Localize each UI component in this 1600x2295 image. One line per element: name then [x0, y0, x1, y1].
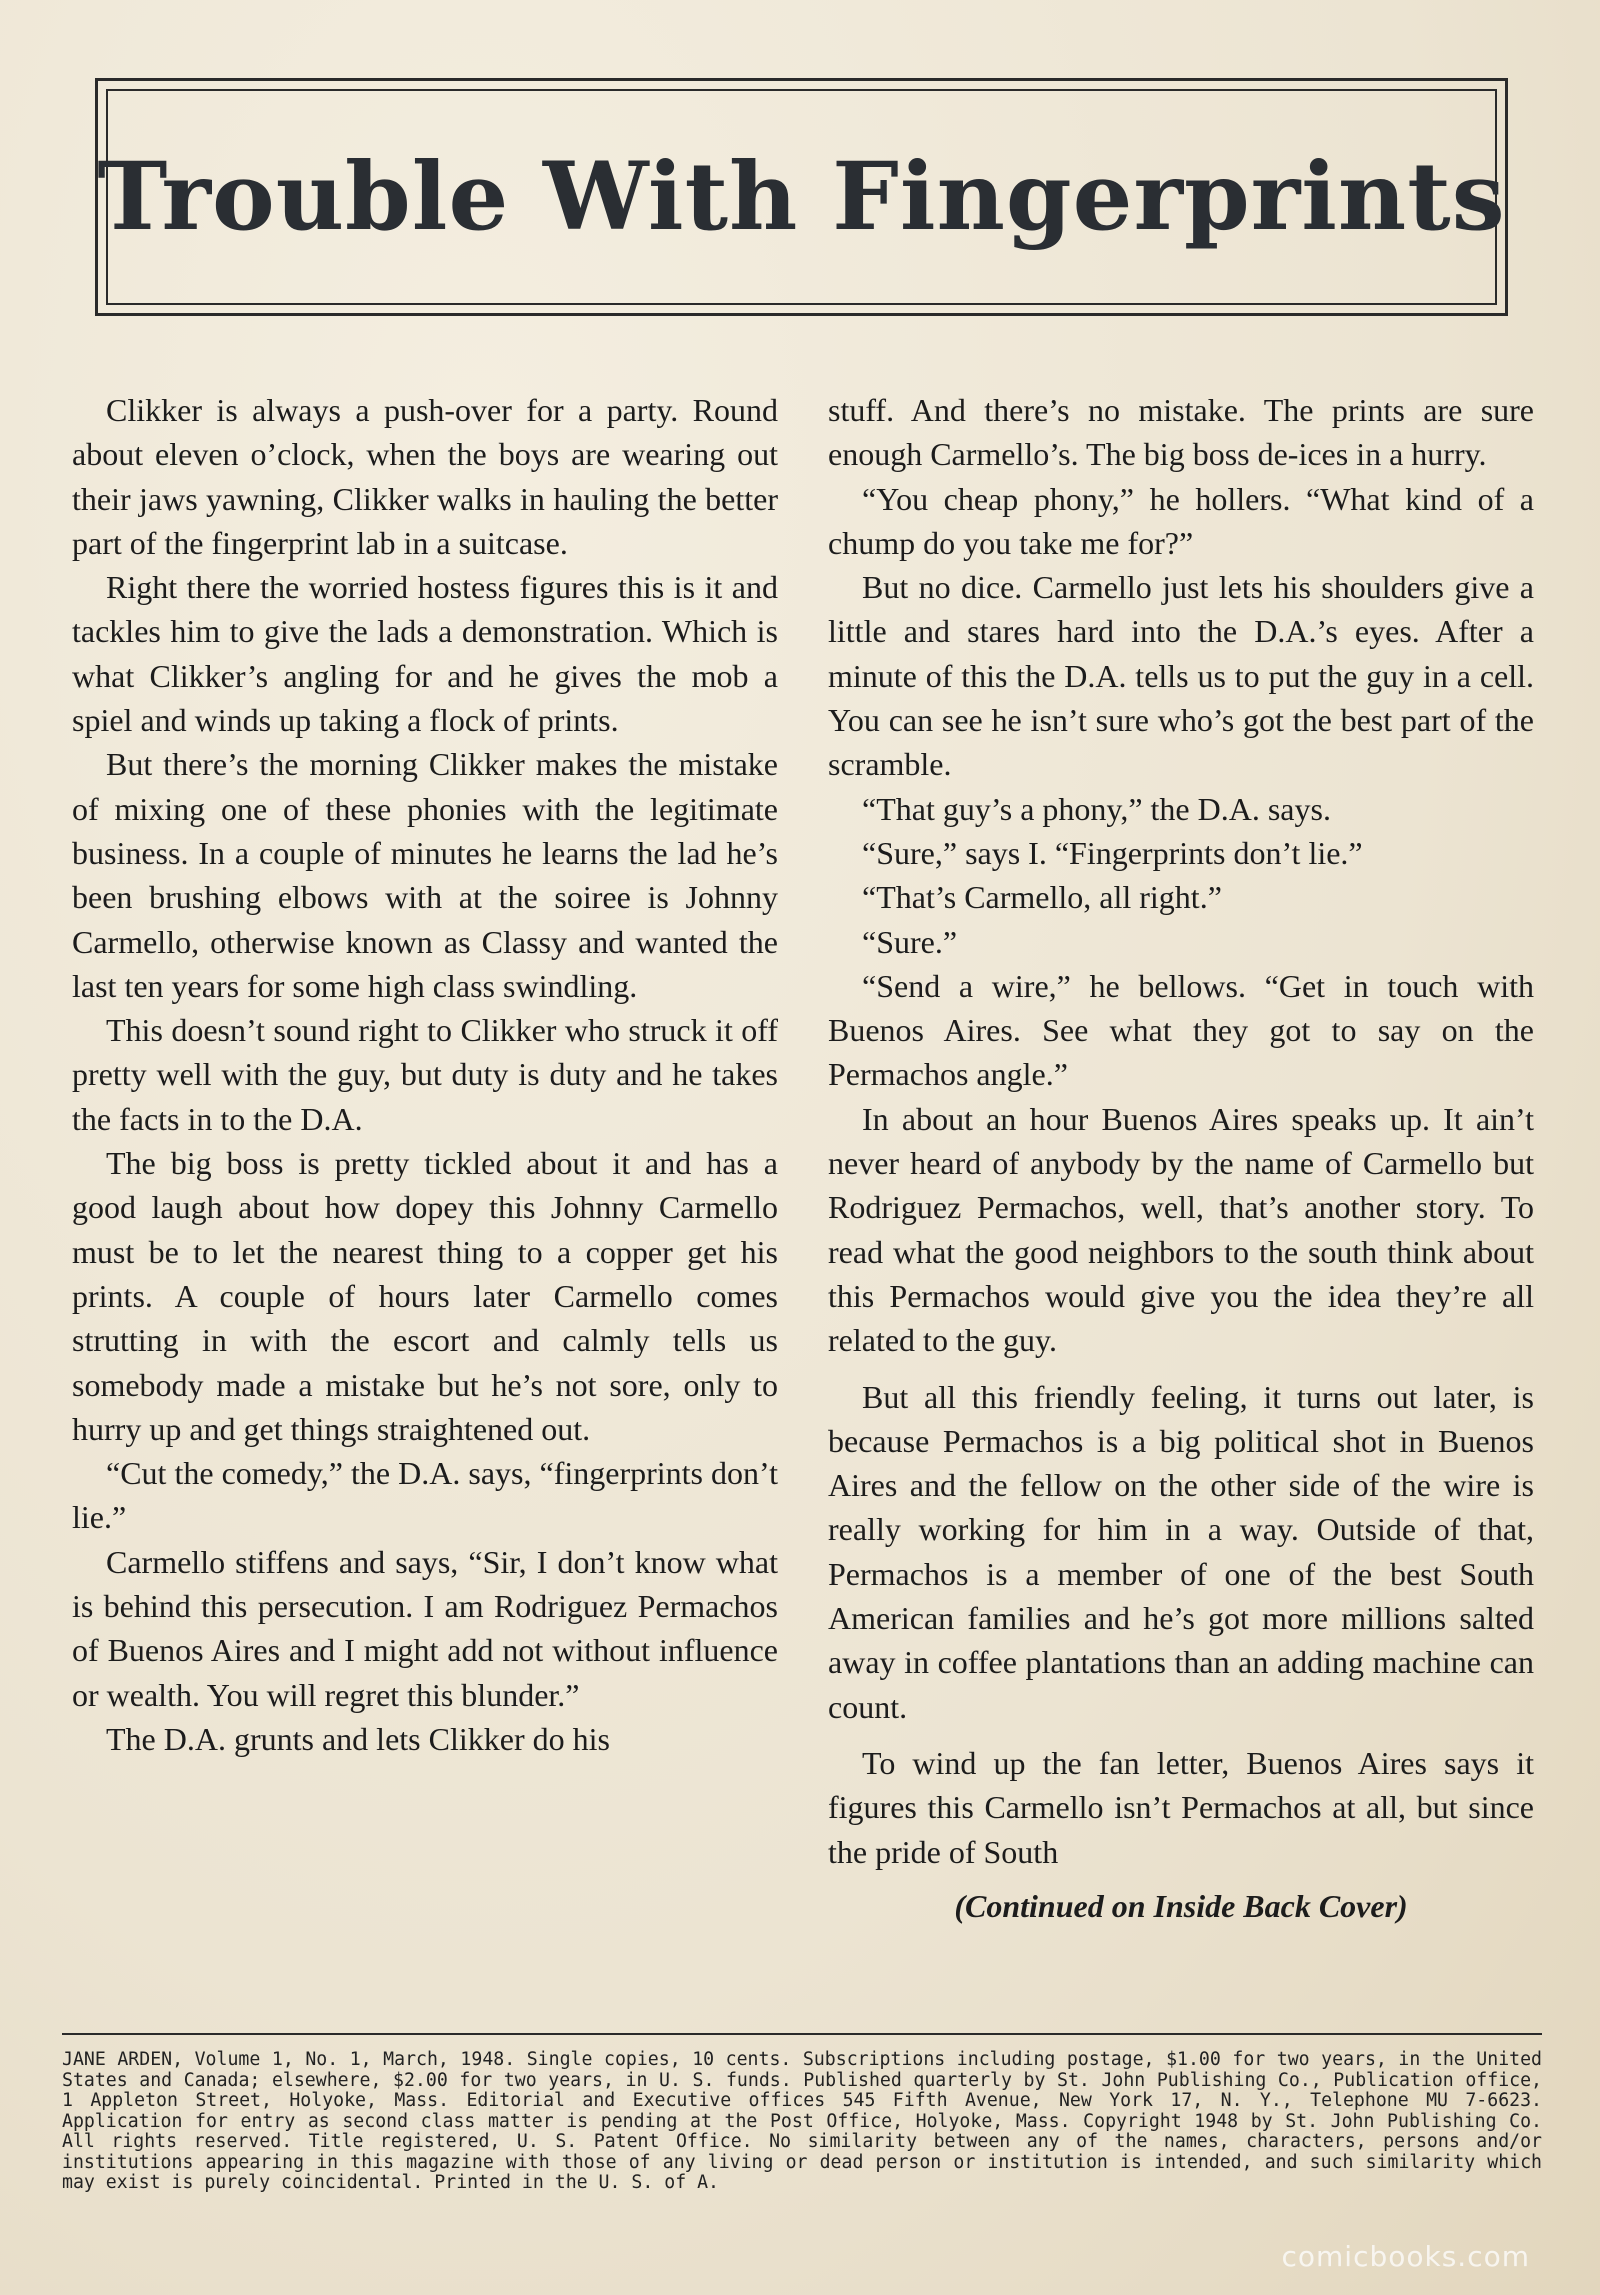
paragraph: This doesn’t sound right to Clikker who struck it off pretty well with the guy, but duty is duty and he takes the facts in to the D.A. [72, 1012, 778, 1137]
footer-divider [62, 2033, 1542, 2035]
page-title: Trouble With Fingerprints [97, 142, 1506, 252]
right-column [828, 388, 1534, 2028]
paragraph: “Sure.” [862, 923, 958, 960]
paragraph: But there’s the morning Clikker makes the mistake of mixing one of these phonies with the legitimate business. In a couple of minutes he learns the lad he’s been brushing elbows with at the soiree is Johnny Carmello, otherwise known as Classy and wanted the last ten years for some high class swindling. [72, 746, 778, 1004]
watermark: comicbooks.com [1281, 2240, 1530, 2273]
title-frame-inner [97, 89, 1506, 305]
paragraph: “Sure,” says I. “Fingerprints don’t lie.” [862, 834, 1363, 871]
paragraph: The D.A. grunts and lets Clikker do his [106, 1720, 610, 1757]
continued-note: (Continued on Inside Back Cover) [954, 1887, 1408, 1924]
left-column [72, 388, 778, 2028]
paragraph: “Send a wire,” he bellows. “Get in touch with Buenos Aires. See what they got to say on the Permachos angle.” [828, 967, 1534, 1093]
paragraph: Clikker is always a push-over for a party. Round about eleven o’clock, when the boys are wearing out their jaws yawning, Clikker walks in hauling the better part of the fingerprint lab in a suitcase. [72, 392, 778, 561]
paragraph: stuff. And there’s no mistake. The prints are sure enough Carmello’s. The big boss de-ices in a hurry. [828, 392, 1534, 473]
paragraph: But no dice. Carmello just lets his shoulders give a little and stares hard into the D.A.’s eyes. After a minute of this the D.A. tells us to put the guy in a cell. You can see he isn’t sure who’s got the best part of the scramble. [828, 569, 1534, 783]
title-frame [95, 78, 1508, 316]
paragraph: Carmello stiffens and says, “Sir, I don’t know what is behind this persecution. I am Rodriguez Permachos of Buenos Aires and I might add not without influence or wealth. You will regret this blunder.” [72, 1543, 778, 1713]
paragraph: To wind up the fan letter, Buenos Aires says it figures this Carmello isn’t Permachos at all, but since the pride of South [828, 1744, 1534, 1870]
paragraph: “That guy’s a phony,” the D.A. says. [862, 790, 1331, 827]
paragraph: Right there the worried hostess figures this is it and tackles him to give the lads a demonstration. Which is what Clikker’s angling for and he gives the mob a spiel and winds up taking a flock of prints. [72, 569, 778, 739]
paragraph: “Cut the comedy,” the D.A. says, “fingerprints don’t lie.” [72, 1455, 778, 1536]
paragraph: But all this friendly feeling, it turns out later, is because Permachos is a big political shot in Buenos Aires and the fellow on the other side of the wire is really working for him in a way. Outside of that, Permachos is a member of one of the best South American families and he’s got more millions salted away in coffee plantations than an adding machine can count. [828, 1378, 1534, 1725]
paragraph: In about an hour Buenos Aires speaks up. It ain’t never heard of anybody by the name of Carmello but Rodriguez Permachos, well, that’s another story. To read what the good neighbors to the south think about this Permachos would give you the idea they’re all related to the guy. [828, 1100, 1534, 1359]
article-columns [72, 388, 1534, 2028]
paragraph: The big boss is pretty tickled about it and has a good laugh about how dopey this Johnny Carmello must be to let the nearest thing to a copper get his prints. A couple of hours later Carmello comes strutting in with the escort and calmly tells us somebody made a mistake but he’s not sore, only to hurry up and get things straightened out. [72, 1145, 778, 1447]
paragraph: “You cheap phony,” he hollers. “What kind of a chump do you take me for?” [828, 480, 1534, 561]
publication-notice: JANE ARDEN, Volume 1, No. 1, March, 1948. Single copies, 10 cents. Subscriptions including postage, $1.00 for two years, in the United States and Canada; elsewhere, $2.00 for two years, in U. S. funds. Published quarterly by St. John Publishing Co., Publication office, 1 Appleton Street, Holyoke, Mass. Editorial and Executive offices 545 Fifth Avenue, New York 17, N. Y., Telephone MU 7-6623. Application for entry as second class matter is pending at the Post Office, Holyoke, Mass. Copyright 1948 by St. John Publishing Co. All rights reserved. Title registered, U. S. Patent Office. No similarity between any of the names, characters, persons and/or institutions appearing in this magazine with those of any living or dead person or institution is intended, and such similarity which may exist is purely coincidental. Printed in the U. S. of A. [62, 2049, 1542, 2193]
paragraph: “That’s Carmello, all right.” [862, 879, 1222, 916]
